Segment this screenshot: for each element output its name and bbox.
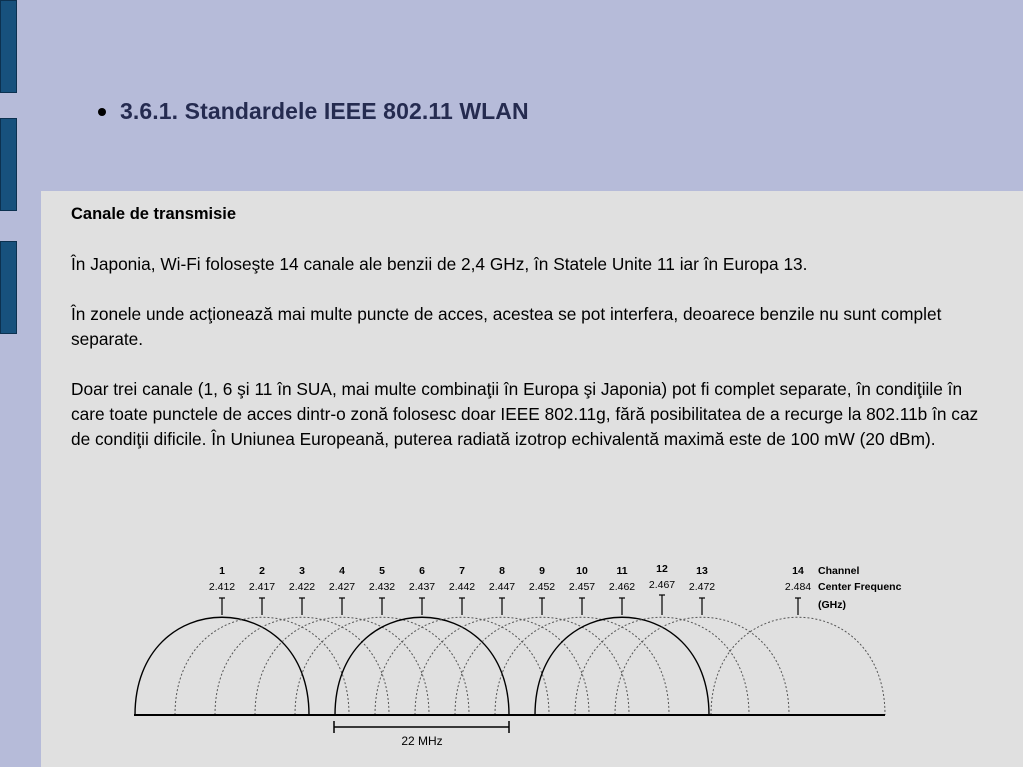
channel-1-freq: 2.412 [208,581,236,593]
channel-9-number: 9 [539,565,545,577]
channel-11-number: 11 [616,565,628,577]
channel-5-tick [379,598,385,615]
slide-title: 3.6.1. Standardele IEEE 802.11 WLAN [120,98,529,124]
channel-3-number: 3 [299,565,305,577]
channel-4-arc [255,617,429,715]
bandwidth-bracket [334,721,509,733]
channel-6-freq: 2.437 [408,581,436,593]
slide-tab-3 [0,241,17,334]
channel-9-freq: 2.452 [528,581,556,593]
channel-4-freq: 2.427 [328,581,356,593]
paragraph-2: În zonele unde acţionează mai multe puncte de acces, acestea se pot interfera, deoarece benzile nu sunt complet separate. [71,304,942,349]
channel-9-tick [539,598,545,615]
channel-6-number: 6 [419,565,425,577]
title-row [98,98,529,125]
channel-4-number: 4 [339,565,345,577]
content-heading: Canale de transmisie [71,205,237,223]
channel-9-arc [455,617,629,715]
channel-8-number: 8 [499,565,505,577]
channel-2-freq: 2.417 [248,581,276,593]
channel-12-number: 12 [656,563,668,575]
channel-1-tick [219,598,225,615]
channel-13-tick [699,598,705,615]
channel-14-number: 14 [792,565,804,577]
channel-6-arc [335,617,509,715]
channel-13-freq: 2.472 [688,581,716,593]
channel-1-arc [135,617,309,715]
channel-11-arc [535,617,709,715]
channel-14-tick [795,598,801,615]
legend-unit-label: (GHz) [818,599,846,611]
channel-5-freq: 2.432 [368,581,396,593]
channel-7-tick [459,598,465,615]
channel-14-arc [711,617,885,715]
channel-8-arc [415,617,589,715]
channel-11-freq: 2.462 [608,581,636,593]
channel-10-arc [495,617,669,715]
channel-1-number: 1 [219,565,225,577]
paragraph-3: Doar trei canale (1, 6 şi 11 în SUA, mai multe combinaţii în Europa şi Japonia) pot fi complet separate, în condiţiile în care toate punctele de acces dintr-o zonă folosesc doar IEEE 802.11g, fără posibilitatea de a recurge la 802.11b în caz de condiţii dificile. În Uniunea Europeană, puterea radiată izotrop echivalentă maximă este de 100 mW (20 dBm). [71,379,979,449]
channel-3-arc [215,617,389,715]
channel-8-tick [499,598,505,615]
legend-channel-label: Channel [818,565,860,577]
channel-10-number: 10 [576,565,588,577]
channel-2-number: 2 [259,565,265,577]
paragraph-1: În Japonia, Wi-Fi foloseşte 14 canale ale benzii de 2,4 GHz, în Statele Unite 11 iar în Europa 13. [71,254,808,274]
slide-tab-1 [0,0,17,93]
legend-freq-label: Center Frequenc [818,581,902,593]
channel-10-tick [579,598,585,615]
channel-2-tick [259,598,265,615]
channel-3-freq: 2.422 [288,581,316,593]
channel-5-number: 5 [379,565,385,577]
channel-13-number: 13 [696,565,708,577]
channel-arcs [135,617,885,715]
channel-7-number: 7 [459,565,465,577]
channel-8-freq: 2.447 [488,581,516,593]
content-panel [41,191,1023,767]
channel-13-arc [615,617,789,715]
channel-7-freq: 2.442 [448,581,476,593]
bandwidth-label: 22 MHz [401,734,443,748]
bullet-icon [98,108,106,116]
channel-5-arc [295,617,469,715]
channel-markers [209,563,811,615]
channel-12-arc [575,617,749,715]
channel-10-freq: 2.457 [568,581,596,593]
channel-3-tick [299,598,305,615]
channel-12-freq: 2.467 [648,579,676,591]
channel-7-arc [375,617,549,715]
channel-11-tick [619,598,625,615]
channel-diagram [41,191,1023,767]
slide-tab-2 [0,118,17,211]
channel-2-arc [175,617,349,715]
channel-14-freq: 2.484 [784,581,812,593]
channel-12-tick [659,595,665,615]
channel-6-tick [419,598,425,615]
channel-4-tick [339,598,345,615]
